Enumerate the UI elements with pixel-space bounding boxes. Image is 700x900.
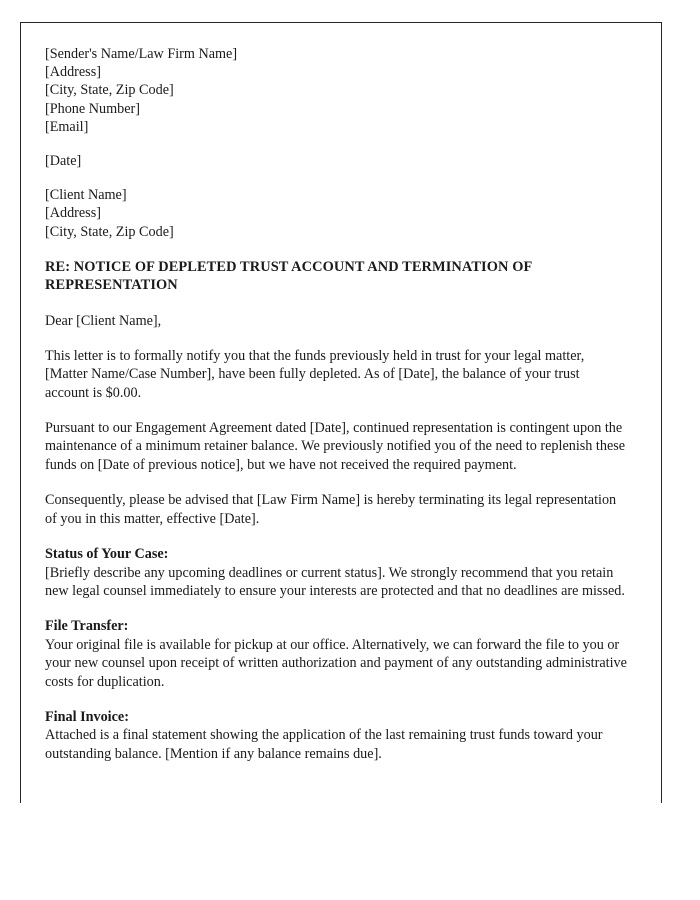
body-paragraph: This letter is to formally notify you that the funds previously held in trust for your legal matter, [Matter Name/Case Number], have been fully depleted. As of [Date], the balance of your trust account is $0.00. [45, 347, 585, 401]
recipient-line: [Address] [45, 205, 101, 222]
spacer [45, 330, 627, 347]
section-heading-file-transfer: File Transfer: [45, 618, 129, 635]
sender-line: [Address] [45, 64, 101, 81]
sender-line: [Email] [45, 118, 89, 135]
body-paragraph: Consequently, please be advised that [Law Firm Name] is hereby terminating its legal representation of you in this matter, effective [Date]. [45, 492, 617, 527]
date-line: [Date] [45, 153, 82, 170]
body-paragraph: Pursuant to our Engagement Agreement dated [Date], continued representation is contingent upon the maintenance of a minimum retainer balance. We previously notified you of the need to replenish these funds on [Date of previous notice], but we have not received the required payment. [45, 420, 626, 473]
sender-line: [Sender's Name/Law Firm Name] [45, 46, 238, 62]
section-heading-status-of-your-case: Status of Your Case: [45, 546, 169, 563]
section-body-final-invoice: Attached is a final statement showing the application of the last remaining trust funds toward your outstanding balance. [Mention if any balance remains due]. [45, 727, 603, 762]
spacer [45, 241, 627, 258]
spacer [45, 691, 627, 708]
section-body-status-of-your-case: [Briefly describe any upcoming deadlines or current status]. We strongly recommend that you retain new legal counsel immediately to ensure your interests are protected and that no deadlines are missed. [45, 564, 625, 599]
spacer [45, 402, 627, 419]
letter-body [45, 45, 627, 763]
recipient-address-block [45, 186, 627, 241]
sender-line: [City, State, Zip Code] [45, 82, 174, 99]
subject-line-heading: RE: NOTICE OF DEPLETED TRUST ACCOUNT AND TERMINATION OF REPRESENTATION [45, 258, 532, 294]
spacer [45, 136, 627, 152]
date-block [45, 152, 627, 170]
section-heading-final-invoice: Final Invoice: [45, 708, 129, 725]
sender-address-block [45, 45, 627, 136]
sender-line: [Phone Number] [45, 100, 140, 117]
spacer [45, 474, 627, 491]
spacer [45, 295, 627, 312]
spacer [45, 600, 627, 617]
recipient-line: [City, State, Zip Code] [45, 223, 174, 240]
section-body-file-transfer: Your original file is available for pickup at our office. Alternatively, we can forward the file to you or your new counsel upon receipt of written authorization and payment of any outstanding administrative costs for duplication. [45, 636, 627, 690]
salutation: Dear [Client Name], [45, 312, 162, 329]
recipient-line: [Client Name] [45, 187, 127, 204]
spacer [45, 528, 627, 545]
spacer [45, 170, 627, 186]
